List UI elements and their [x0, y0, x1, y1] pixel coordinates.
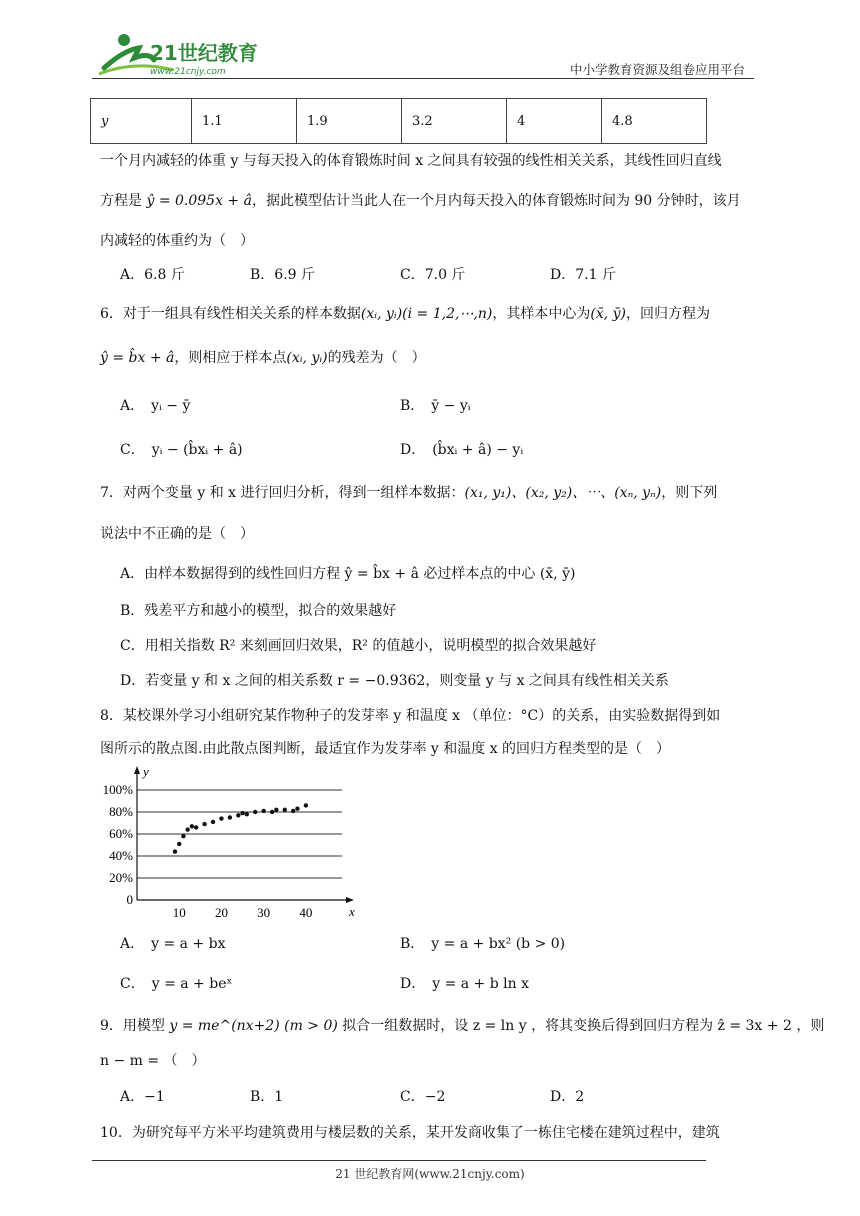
q7-line1	[100, 482, 717, 504]
q10-line1: 10．为研究每平方米平均建筑费用与楼层数的关系，某开发商收集了一栋住宅楼在建筑过程中，建筑	[100, 1125, 720, 1141]
x-tick-label: 10	[172, 905, 186, 920]
footer-text: 21 世纪教育网(www.21cnjy.com)	[335, 1167, 525, 1181]
logo-url: www.21cnjy.com	[150, 67, 226, 77]
q9-line1-b: 拟合一组数据时，设 z = ln y ，将其变换后得到回归方程为 ẑ = 3x + 2 ，则	[337, 1018, 825, 1034]
data-point	[173, 849, 177, 853]
x-tick-label: 20	[214, 905, 228, 920]
q8-line2: 图所示的散点图.由此散点图判断，最适宜作为发芽率 y 和温度 x 的回归方程类型的是（ ）	[100, 741, 671, 757]
data-point	[270, 810, 274, 814]
q6-option-c[interactable]: C． yᵢ − (b̂xᵢ + â)	[120, 442, 243, 458]
y-tick-label: 20%	[109, 870, 133, 885]
q6-sample-point: (xᵢ, yᵢ)	[286, 350, 328, 366]
y-tick-label: 60%	[109, 826, 133, 841]
q9-option-a[interactable]: A．−1	[120, 1089, 165, 1105]
q8-option-b[interactable]: B． y = a + bx² (b > 0)	[400, 936, 566, 952]
q5-option-d[interactable]: D．7.1 斤	[550, 267, 616, 283]
q9-option-b[interactable]: B．1	[250, 1089, 284, 1105]
q5-line2	[100, 190, 741, 212]
data-point	[236, 813, 240, 817]
data-point	[185, 827, 189, 831]
q8-option-d[interactable]: D． y = a + b ln x	[400, 976, 529, 992]
data-point	[228, 815, 232, 819]
y-tick-label: 100%	[102, 782, 133, 797]
q5-equation: ŷ = 0.095x + â	[146, 193, 252, 209]
data-point	[304, 803, 308, 807]
footer-divider	[92, 1160, 706, 1161]
header-divider	[92, 78, 754, 79]
q8-option-c[interactable]: C． y = a + beˣ	[120, 976, 233, 992]
data-point	[240, 811, 244, 815]
q7-option-c[interactable]: C．用相关指数 R² 来刻画回归效果，R² 的值越小，说明模型的拟合效果越好	[120, 638, 597, 654]
data-point	[253, 810, 257, 814]
q7-option-d[interactable]: D．若变量 y 和 x 之间的相关系数 r = −0.9362，则变量 y 与 x 之间具有线性相关关系	[120, 673, 669, 689]
data-point	[283, 808, 287, 812]
data-point	[177, 842, 181, 846]
q6-line1	[100, 303, 710, 325]
data-point	[211, 820, 215, 824]
q9-line1-a: 9．用模型	[100, 1018, 170, 1034]
y-axis-label: y	[143, 764, 149, 779]
q7-sample-data: (x₁, y₁)、(x₂, y₂)、⋯、(xₙ, yₙ)	[464, 485, 662, 501]
y-axis-arrow	[134, 766, 140, 774]
q7-line1-b: ，则下列	[661, 485, 718, 501]
q6-sample-data: (xᵢ, yᵢ)(i = 1,2,⋯,n)	[360, 306, 493, 322]
q9-option-c[interactable]: C．−2	[400, 1089, 446, 1105]
q7-line2: 说法中不正确的是（ ）	[100, 526, 254, 542]
q6-line2-b: ，则相应于样本点	[174, 350, 287, 366]
q5-line3: 内减轻的体重约为（ ）	[100, 233, 254, 249]
platform-name: 中小学教育资源及组卷应用平台	[570, 62, 746, 77]
table-row	[91, 99, 707, 144]
q6-line2-c: 的残差为（ ）	[327, 350, 426, 366]
y-tick-label: 80%	[109, 804, 133, 819]
data-point	[190, 824, 194, 828]
q6-sample-center: (x̄, ȳ)	[590, 306, 627, 322]
q7-option-a[interactable]: A．由样本数据得到的线性回归方程 ŷ = b̂x + â 必过样本点的中心 (x̄, ȳ)	[120, 566, 576, 582]
y-tick-label: 40%	[109, 848, 133, 863]
q9-line2: n − m = （ ）	[100, 1053, 206, 1069]
q7-option-b[interactable]: B．残差平方和越小的模型，拟合的效果越好	[120, 603, 397, 619]
scatter-chart	[95, 764, 355, 944]
q8-line1: 8．某校课外学习小组研究某作物种子的发芽率 y 和温度 x （单位：°C）的关系，由实验数据得到如	[100, 708, 721, 724]
y-tick-label: 0	[126, 892, 133, 907]
data-point	[202, 822, 206, 826]
data-point	[245, 812, 249, 816]
q8-option-a[interactable]: A． y = a + bx	[120, 936, 226, 952]
q9-model: y = me^(nx+2) (m > 0)	[169, 1018, 338, 1034]
x-axis-arrow	[346, 897, 354, 903]
q5-option-a[interactable]: A．6.8 斤	[120, 267, 185, 283]
x-axis-label: x	[349, 904, 355, 919]
site-logo	[94, 30, 264, 78]
q7-line1-a: 7．对两个变量 y 和 x 进行回归分析，得到一组样本数据：	[100, 485, 465, 501]
q6-line1-c: ，回归方程为	[626, 306, 711, 322]
x-tick-label: 30	[257, 905, 271, 920]
data-point	[194, 825, 198, 829]
data-point	[291, 809, 295, 813]
data-table	[90, 98, 707, 144]
q5-line1: 一个月内减轻的体重 y 与每天投入的体育锻炼时间 x 之间具有较强的线性相关关系，其线性回归直线	[100, 153, 722, 169]
data-point	[295, 807, 299, 811]
q6-equation: ŷ = b̂x + â	[100, 350, 175, 366]
table-cell: 4.8	[602, 99, 707, 144]
q5-option-b[interactable]: B．6.9 斤	[250, 267, 316, 283]
data-point	[274, 808, 278, 812]
data-point	[181, 834, 185, 838]
q9-option-d[interactable]: D．2	[550, 1089, 585, 1105]
q5-line2-b: ，据此模型估计当此人在一个月内每天投入的体育锻炼时间为 90 分钟时，该月	[251, 193, 741, 209]
table-cell: 1.9	[297, 99, 402, 144]
q5-option-c[interactable]: C．7.0 斤	[400, 267, 466, 283]
q6-line1-b: ，其样本中心为	[492, 306, 591, 322]
data-point	[261, 809, 265, 813]
q5-line2-a: 方程是	[100, 193, 147, 209]
q9-line1	[100, 1015, 824, 1037]
x-tick-label: 40	[299, 905, 313, 920]
table-cell: 3.2	[402, 99, 507, 144]
q6-option-a[interactable]: A． yᵢ − ȳ	[120, 398, 191, 414]
table-cell: 1.1	[192, 99, 297, 144]
q6-line1-a: 6．对于一组具有线性相关关系的样本数据	[100, 306, 361, 322]
q6-option-d[interactable]: D． (b̂xᵢ + â) − yᵢ	[400, 442, 524, 458]
data-point	[219, 816, 223, 820]
q6-option-b[interactable]: B． ȳ − yᵢ	[400, 398, 471, 414]
table-cell: 4	[507, 99, 602, 144]
logo-text: 21世纪教育	[150, 41, 258, 65]
table-cell-label: y	[91, 99, 192, 144]
q6-line2	[100, 347, 426, 369]
